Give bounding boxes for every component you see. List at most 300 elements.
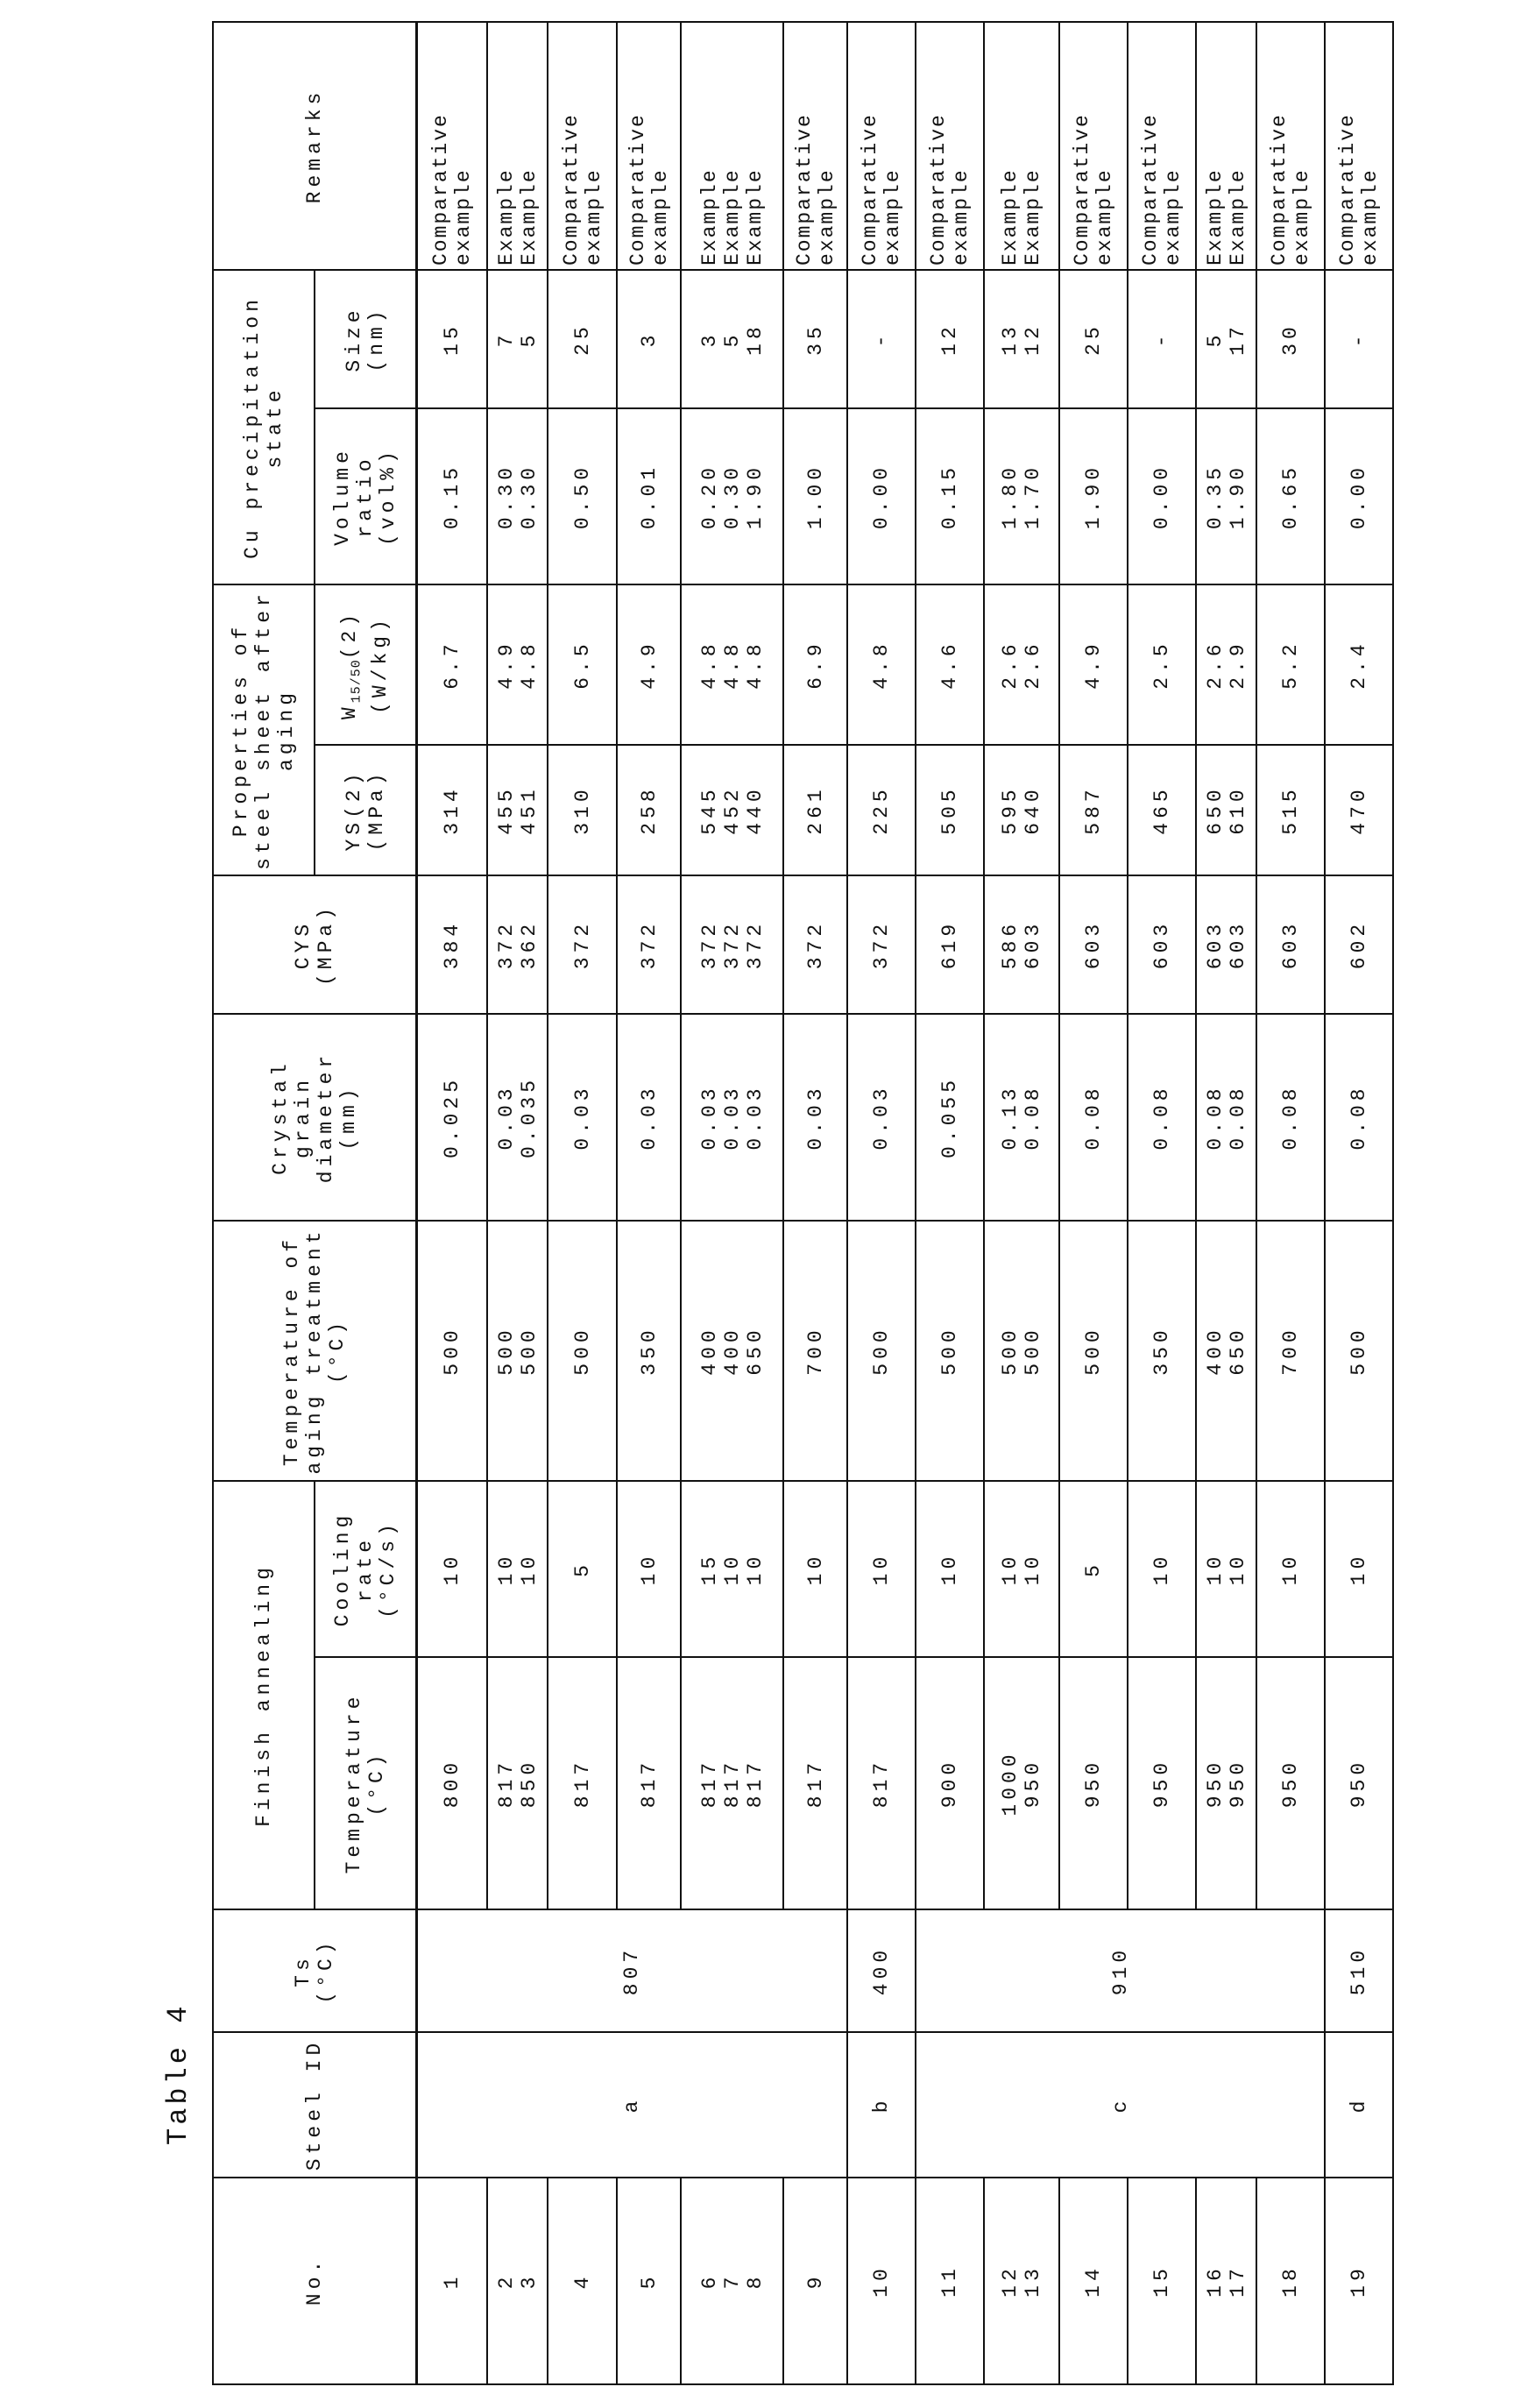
cell-line: 500	[1022, 1225, 1044, 1477]
cell-line: 602	[1348, 880, 1370, 1009]
cell-grain	[681, 1014, 783, 1221]
cell-size	[1059, 270, 1128, 408]
cell-line: 603	[1204, 880, 1227, 1009]
cell-line: 1.90	[1227, 413, 1249, 580]
cell-grain	[1059, 1014, 1128, 1221]
cell-line: 372	[638, 880, 661, 1009]
cell-remarks	[681, 22, 783, 270]
cell-line: 10	[495, 1485, 518, 1653]
cell-line: 500	[999, 1225, 1022, 1477]
cell-line: 0.00	[1348, 413, 1370, 580]
cell-line: 0.03	[495, 1018, 518, 1216]
header-cu: Cu precipitation state	[213, 270, 315, 584]
cell-no	[681, 2178, 783, 2384]
cell-line: 0.03	[638, 1018, 661, 1216]
cell-line: 0.08	[1204, 1018, 1227, 1216]
cell-line: -	[1348, 274, 1370, 404]
cell-line: 384	[441, 880, 463, 1009]
cell-line: 3	[518, 2182, 541, 2380]
results-table	[212, 21, 1394, 2385]
cell-line: 515	[1279, 749, 1302, 871]
cell-line: 400	[1204, 1225, 1227, 1477]
cell-no	[1059, 2178, 1128, 2384]
rotated-page	[0, 0, 1514, 2408]
cell-line: 10	[870, 2182, 893, 2380]
cell-grain	[984, 1014, 1059, 1221]
cell-line: 310	[571, 749, 594, 871]
cell-remarks	[617, 22, 681, 270]
cell-remarks	[416, 22, 487, 270]
cell-line: 1.80	[999, 413, 1022, 580]
cell-line: 0.03	[698, 1018, 721, 1216]
cell-line: 610	[1227, 749, 1249, 871]
cell-remarks	[1059, 22, 1128, 270]
cell-line: 817	[571, 1661, 594, 1905]
cell-line: 0.08	[1082, 1018, 1105, 1216]
cell-no	[847, 2178, 916, 2384]
cell-cool	[617, 1481, 681, 1657]
cell-size	[1256, 270, 1325, 408]
cell-line: 4.8	[518, 589, 541, 740]
cell-cys	[416, 875, 487, 1014]
cell-grain	[617, 1014, 681, 1221]
cell-line: 5	[571, 1485, 594, 1653]
cell-line: 15	[441, 274, 463, 404]
cell-line: 35	[804, 274, 827, 404]
cell-line: 0.30	[495, 413, 518, 580]
cell-line: 0.20	[698, 413, 721, 580]
cell-line: 10	[804, 1485, 827, 1653]
cell-line: 0.03	[721, 1018, 744, 1216]
cell-line: 440	[744, 749, 767, 871]
cell-remarks	[847, 22, 916, 270]
cell-w	[1059, 584, 1128, 745]
cell-line: 10	[1348, 1485, 1370, 1653]
cell-ys	[487, 745, 548, 875]
table-caption: Table 4	[162, 2003, 195, 2145]
cell-aging	[1128, 1221, 1196, 1481]
cell-line: 950	[1348, 1661, 1370, 1905]
cell-line: 0.03	[804, 1018, 827, 1216]
cell-line: 6	[698, 2182, 721, 2380]
cell-remarks	[1256, 22, 1325, 270]
cell-line: 4.8	[870, 589, 893, 740]
header-aging-temp: Temperature of aging treatment (°C)	[213, 1221, 416, 1481]
cell-cys	[1128, 875, 1196, 1014]
cell-w	[847, 584, 916, 745]
cell-line: 950	[1227, 1661, 1249, 1905]
cell-cool	[1256, 1481, 1325, 1657]
cell-line: 0.01	[638, 413, 661, 580]
cell-line: 950	[1279, 1661, 1302, 1905]
cell-no	[416, 2178, 487, 2384]
cell-line: 5.2	[1279, 589, 1302, 740]
cell-temp	[617, 1657, 681, 1909]
cell-temp	[783, 1657, 847, 1909]
cell-line: 500	[571, 1225, 594, 1477]
cell-line: 900	[938, 1661, 961, 1905]
cell-line: 817	[870, 1661, 893, 1905]
header-size: Size (nm)	[315, 270, 416, 408]
cell-line: 650	[744, 1225, 767, 1477]
cell-temp	[681, 1657, 783, 1909]
cell-line: 10	[1204, 1485, 1227, 1653]
cell-line: 6.9	[804, 589, 827, 740]
cell-line: 500	[441, 1225, 463, 1477]
cell-line: 10	[1022, 1485, 1044, 1653]
header-steel-id: Steel ID	[213, 2032, 416, 2178]
cell-grain	[1128, 1014, 1196, 1221]
cell-line: 10	[1279, 1485, 1302, 1653]
cell-line: 362	[518, 880, 541, 1009]
cell-line: 4.9	[495, 589, 518, 740]
cell-ys	[1128, 745, 1196, 875]
cell-line: 350	[638, 1225, 661, 1477]
header-vol: Volume ratio (vol%)	[315, 408, 416, 584]
cell-aging	[1059, 1221, 1128, 1481]
cell-cys	[487, 875, 548, 1014]
cell-line: 258	[638, 749, 661, 871]
cell-w	[1196, 584, 1256, 745]
cell-line: 1000	[999, 1661, 1022, 1905]
cell-line: 17	[1227, 2182, 1249, 2380]
cell-size	[1128, 270, 1196, 408]
cell-line: 13	[1022, 2182, 1044, 2380]
cell-w	[783, 584, 847, 745]
cell-aging	[984, 1221, 1059, 1481]
header-remarks: Remarks	[213, 22, 416, 270]
cell-vol	[984, 408, 1059, 584]
cell-size	[617, 270, 681, 408]
cell-aging	[681, 1221, 783, 1481]
cell-line: 17	[1227, 274, 1249, 404]
cell-line: 10	[999, 1485, 1022, 1653]
cell-cool	[847, 1481, 916, 1657]
cell-line: 465	[1150, 749, 1173, 871]
cell-no	[617, 2178, 681, 2384]
cell-ys	[984, 745, 1059, 875]
cell-aging	[617, 1221, 681, 1481]
cell-line: 0.08	[1022, 1018, 1044, 1216]
cell-line: 15	[698, 1485, 721, 1653]
cell-line: 0.13	[999, 1018, 1022, 1216]
cell-size	[1196, 270, 1256, 408]
cell-cys	[1256, 875, 1325, 1014]
cell-no	[487, 2178, 548, 2384]
cell-aging	[487, 1221, 548, 1481]
cell-w	[1128, 584, 1196, 745]
cell-aging	[1256, 1221, 1325, 1481]
cell-line: 800	[441, 1661, 463, 1905]
cell-vol	[783, 408, 847, 584]
cell-line: Comparative example	[1139, 26, 1185, 266]
cell-line: 18	[744, 274, 767, 404]
cell-line: 1.70	[1022, 413, 1044, 580]
cell-line: 950	[1150, 1661, 1173, 1905]
cell-remarks	[984, 22, 1059, 270]
cell-line: 372	[698, 880, 721, 1009]
cell-line: Example	[698, 26, 721, 266]
cell-line: 372	[721, 880, 744, 1009]
cell-line: 0.15	[441, 413, 463, 580]
cell-line: 372	[870, 880, 893, 1009]
cell-line: -	[1150, 274, 1173, 404]
cell-grain	[1196, 1014, 1256, 1221]
cell-line: 950	[1204, 1661, 1227, 1905]
cell-line: 4.6	[938, 589, 961, 740]
cell-cool	[487, 1481, 548, 1657]
cell-line: 372	[804, 880, 827, 1009]
header-grain: Crystal grain diameter (mm)	[213, 1014, 416, 1221]
cell-line: 0.00	[1150, 413, 1173, 580]
cell-aging	[783, 1221, 847, 1481]
cell-size	[681, 270, 783, 408]
cell-cool	[548, 1481, 617, 1657]
cell-line: 0.08	[1348, 1018, 1370, 1216]
cell-line: 4.9	[638, 589, 661, 740]
cell-aging	[847, 1221, 916, 1481]
cell-line: 372	[744, 880, 767, 1009]
header-finish-annealing: Finish annealing	[213, 1481, 315, 1909]
cell-remarks	[916, 22, 984, 270]
cell-line: 3	[638, 274, 661, 404]
cell-line: 603	[1022, 880, 1044, 1009]
cell-line: 817	[698, 1661, 721, 1905]
cell-size	[847, 270, 916, 408]
cell-cys	[847, 875, 916, 1014]
cell-line: Example	[744, 26, 767, 266]
cell-cool	[984, 1481, 1059, 1657]
cell-line: 10	[870, 1485, 893, 1653]
cell-ts: 400	[847, 1909, 916, 2032]
cell-vol	[548, 408, 617, 584]
header-fa-cooling-rate: Cooling rate (°C/s)	[315, 1481, 416, 1657]
cell-line: 15	[1150, 2182, 1173, 2380]
cell-ys	[847, 745, 916, 875]
cell-line: 3	[698, 274, 721, 404]
cell-ts: 510	[1325, 1909, 1393, 2032]
cell-cool	[416, 1481, 487, 1657]
cell-line: 2.9	[1227, 589, 1249, 740]
cell-line: 0.025	[441, 1018, 463, 1216]
cell-vol	[617, 408, 681, 584]
cell-line: 817	[744, 1661, 767, 1905]
cell-line: 14	[1082, 2182, 1105, 2380]
cell-temp	[1196, 1657, 1256, 1909]
cell-line: 7	[495, 274, 518, 404]
cell-line: 0.65	[1279, 413, 1302, 580]
cell-line: 640	[1022, 749, 1044, 871]
cell-size	[487, 270, 548, 408]
cell-w	[548, 584, 617, 745]
cell-ys	[783, 745, 847, 875]
cell-size	[984, 270, 1059, 408]
cell-line: 850	[518, 1661, 541, 1905]
cell-cys	[1325, 875, 1393, 1014]
cell-size	[548, 270, 617, 408]
cell-line: 0.00	[870, 413, 893, 580]
cell-line: 4	[571, 2182, 594, 2380]
cell-temp	[984, 1657, 1059, 1909]
cell-line: 0.03	[744, 1018, 767, 1216]
cell-w	[1325, 584, 1393, 745]
table-row	[916, 22, 984, 2384]
cell-line: Example	[721, 26, 744, 266]
cell-line: 5	[518, 274, 541, 404]
header-cys: CYS (MPa)	[213, 875, 416, 1014]
cell-steel-id: b	[847, 2032, 916, 2178]
cell-remarks	[783, 22, 847, 270]
cell-line: 225	[870, 749, 893, 871]
cell-line: Example	[1227, 26, 1249, 266]
cell-ys	[916, 745, 984, 875]
cell-line: 2.4	[1348, 589, 1370, 740]
cell-no	[1256, 2178, 1325, 2384]
cell-line: Example	[1204, 26, 1227, 266]
cell-line: Comparative example	[1071, 26, 1116, 266]
cell-grain	[548, 1014, 617, 1221]
cell-line: 10	[1227, 1485, 1249, 1653]
cell-line: 0.03	[870, 1018, 893, 1216]
cell-steel-id: d	[1325, 2032, 1393, 2178]
cell-vol	[1325, 408, 1393, 584]
cell-w	[617, 584, 681, 745]
cell-grain	[1256, 1014, 1325, 1221]
cell-vol	[847, 408, 916, 584]
header-properties: Properties of steel sheet after aging	[213, 584, 315, 875]
cell-size	[916, 270, 984, 408]
cell-aging	[548, 1221, 617, 1481]
header-ts: Ts (°C)	[213, 1909, 416, 2032]
cell-line: 950	[1022, 1661, 1044, 1905]
cell-temp	[847, 1657, 916, 1909]
cell-line: 0.055	[938, 1018, 961, 1216]
cell-temp	[1256, 1657, 1325, 1909]
cell-line: 0.50	[571, 413, 594, 580]
cell-no	[1196, 2178, 1256, 2384]
cell-line: 817	[638, 1661, 661, 1905]
cell-size	[1325, 270, 1393, 408]
cell-vol	[1059, 408, 1128, 584]
cell-line: 7	[721, 2182, 744, 2380]
cell-line: 603	[1082, 880, 1105, 1009]
cell-size	[783, 270, 847, 408]
cell-line: 700	[804, 1225, 827, 1477]
cell-line: 5	[1082, 1485, 1105, 1653]
cell-line: 650	[1227, 1225, 1249, 1477]
cell-line: 700	[1279, 1225, 1302, 1477]
cell-line: 10	[744, 1485, 767, 1653]
cell-line: 650	[1204, 749, 1227, 871]
cell-line: 0.03	[571, 1018, 594, 1216]
cell-cool	[1128, 1481, 1196, 1657]
cell-ys	[1256, 745, 1325, 875]
cell-line: 603	[1227, 880, 1249, 1009]
cell-w	[416, 584, 487, 745]
header-w-rest: (2) (W/kg)	[338, 610, 392, 714]
cell-line: 0.08	[1150, 1018, 1173, 1216]
cell-line: 500	[938, 1225, 961, 1477]
cell-ys	[1196, 745, 1256, 875]
cell-line: 500	[1348, 1225, 1370, 1477]
cell-line: 5	[638, 2182, 661, 2380]
cell-grain	[916, 1014, 984, 1221]
cell-grain	[487, 1014, 548, 1221]
cell-line: 4.9	[1082, 589, 1105, 740]
cell-line: 950	[1082, 1661, 1105, 1905]
cell-line: 452	[721, 749, 744, 871]
cell-remarks	[1325, 22, 1393, 270]
cell-line: 400	[698, 1225, 721, 1477]
cell-line: 350	[1150, 1225, 1173, 1477]
cell-line: 500	[495, 1225, 518, 1477]
cell-cool	[916, 1481, 984, 1657]
cell-steel-id: a	[416, 2032, 847, 2178]
cell-vol	[416, 408, 487, 584]
table-row	[416, 22, 487, 2384]
cell-w	[1256, 584, 1325, 745]
cell-line: 10	[1150, 1485, 1173, 1653]
cell-cool	[783, 1481, 847, 1657]
cell-line: Comparative example	[1268, 26, 1313, 266]
cell-line: 9	[804, 2182, 827, 2380]
cell-line: 455	[495, 749, 518, 871]
cell-vol	[916, 408, 984, 584]
cell-line: 603	[1279, 880, 1302, 1009]
cell-cool	[681, 1481, 783, 1657]
cell-aging	[416, 1221, 487, 1481]
cell-cys	[1196, 875, 1256, 1014]
cell-line: 10	[938, 1485, 961, 1653]
cell-line: Comparative example	[793, 26, 838, 266]
cell-line: 10	[441, 1485, 463, 1653]
cell-no	[1128, 2178, 1196, 2384]
table-body	[416, 22, 1393, 2384]
cell-aging	[1196, 1221, 1256, 1481]
cell-temp	[1325, 1657, 1393, 1909]
cell-line: 10	[518, 1485, 541, 1653]
cell-line: 0.15	[938, 413, 961, 580]
cell-no	[548, 2178, 617, 2384]
cell-line: 505	[938, 749, 961, 871]
cell-line: -	[870, 274, 893, 404]
cell-line: 13	[999, 274, 1022, 404]
cell-line: 1	[441, 2182, 463, 2380]
cell-line: 25	[1082, 274, 1105, 404]
cell-line: 817	[804, 1661, 827, 1905]
cell-cys	[617, 875, 681, 1014]
header-w-main: W	[338, 703, 361, 719]
cell-line: 10	[721, 1485, 744, 1653]
cell-line: 817	[495, 1661, 518, 1905]
cell-line: Comparative example	[1336, 26, 1382, 266]
cell-line: 545	[698, 749, 721, 871]
cell-line: 4.8	[721, 589, 744, 740]
cell-temp	[1059, 1657, 1128, 1909]
cell-size	[416, 270, 487, 408]
cell-ys	[548, 745, 617, 875]
cell-line: 25	[571, 274, 594, 404]
cell-cool	[1196, 1481, 1256, 1657]
cell-grain	[847, 1014, 916, 1221]
cell-ys	[617, 745, 681, 875]
header-no: No.	[213, 2178, 416, 2384]
cell-line: 4.8	[698, 589, 721, 740]
cell-line: Comparative example	[560, 26, 605, 266]
cell-line: 372	[495, 880, 518, 1009]
cell-vol	[1196, 408, 1256, 584]
cell-temp	[416, 1657, 487, 1909]
